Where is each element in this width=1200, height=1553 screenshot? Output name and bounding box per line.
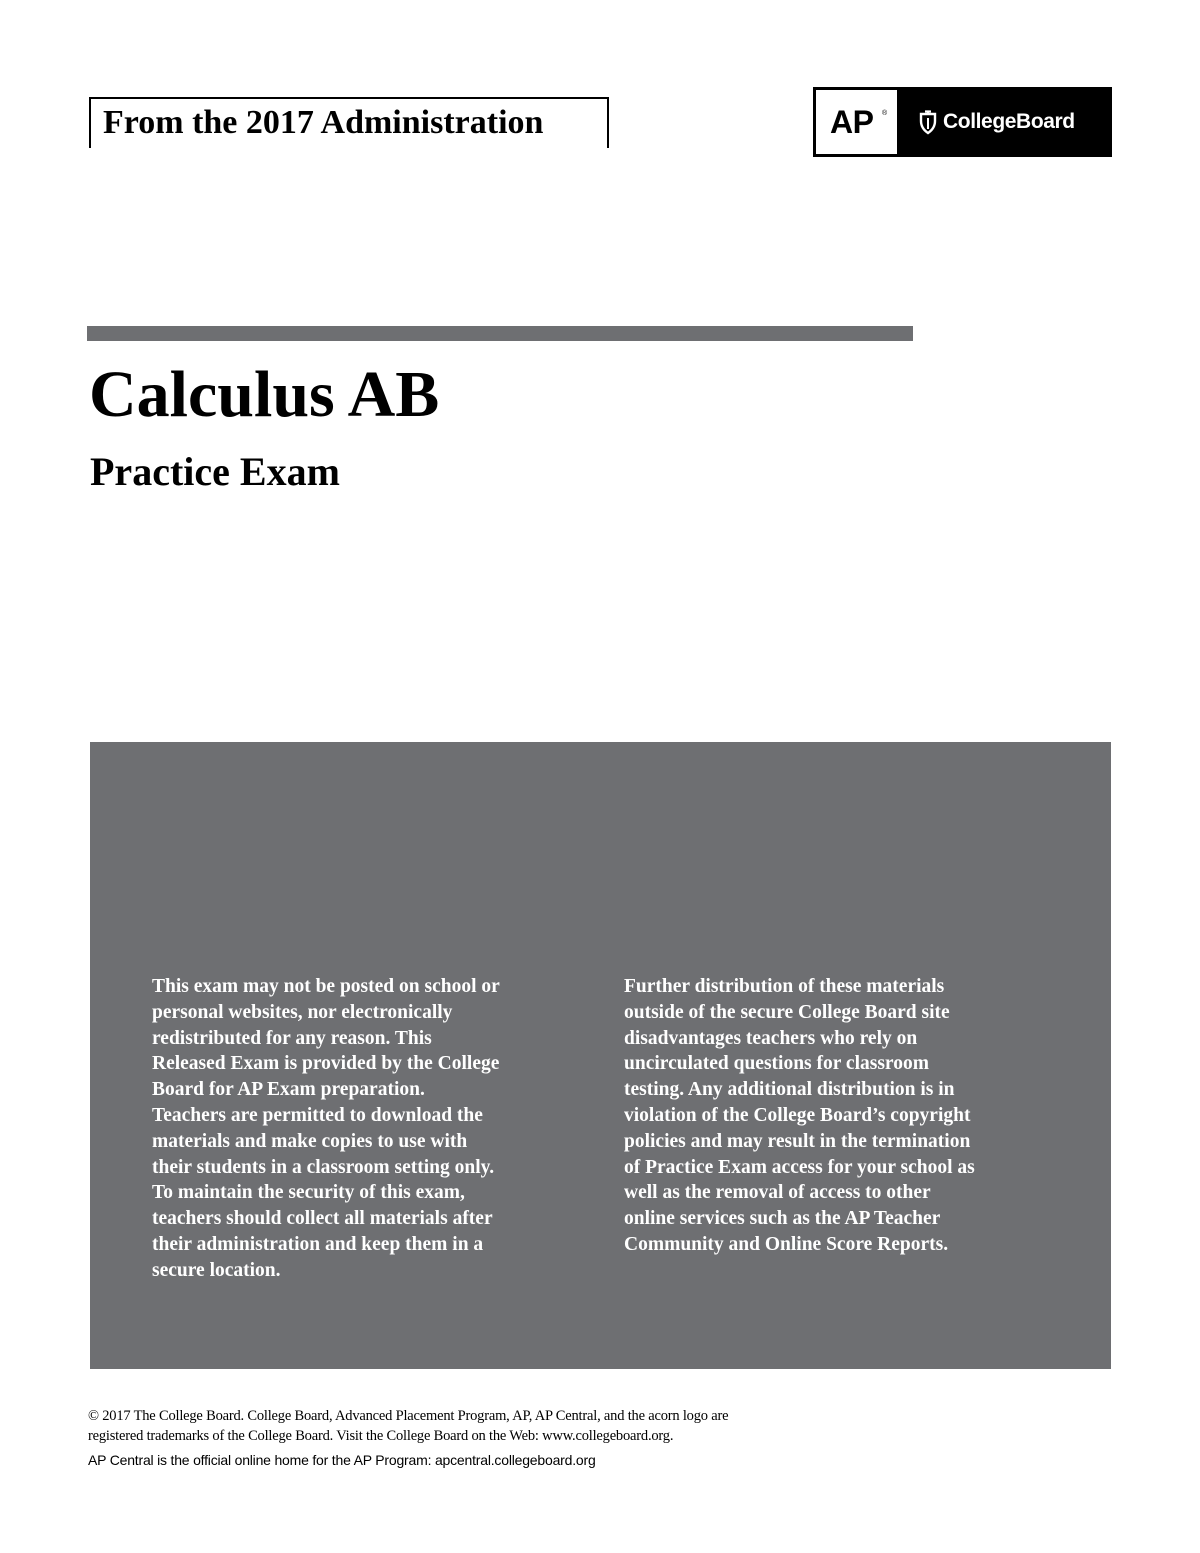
notice-line: their administration and keep them in a: [152, 1233, 484, 1255]
notice-line: personal websites, nor electronically: [152, 1001, 453, 1023]
administration-box: [89, 97, 609, 148]
footer: [88, 1406, 848, 1470]
notice-line: disadvantages teachers who rely on: [624, 1027, 918, 1049]
notice-line: policies and may result in the termination: [624, 1130, 971, 1152]
notice-line: Further distribution of these materials: [624, 976, 945, 997]
notice-left-column: [152, 974, 552, 1284]
notice-line: well as the removal of access to other: [624, 1182, 931, 1204]
collegeboard-logo: [917, 105, 1075, 139]
notice-line: secure location.: [152, 1259, 281, 1281]
page-subtitle: Practice Exam: [90, 449, 340, 494]
notice-line: Teachers are permitted to download the: [152, 1104, 483, 1126]
notice-line: teachers should collect all materials after: [152, 1208, 493, 1230]
notice-line: This exam may not be posted on school or: [152, 976, 500, 997]
title-divider: [87, 326, 913, 341]
notice-line: outside of the secure College Board site: [624, 1001, 950, 1023]
notice-panel: [90, 742, 1111, 1369]
administration-label: From the 2017 Administration: [103, 104, 544, 141]
notice-line: of Practice Exam access for your school as: [624, 1156, 975, 1178]
apcentral-line: AP Central is the official online home for the AP Program: apcentral.collegeboard.org: [88, 1452, 596, 1468]
acorn-icon: [917, 109, 939, 135]
notice-line: uncirculated questions for classroom: [624, 1053, 929, 1075]
ap-collegeboard-logo: [813, 87, 1112, 157]
page-title: Calculus AB: [89, 358, 440, 431]
notice-line: Released Exam is provided by the College: [152, 1053, 500, 1075]
notice-right-column: [624, 974, 1024, 1258]
ap-logo-block: [816, 90, 897, 154]
notice-line: redistributed for any reason. This: [152, 1027, 432, 1049]
notice-line: To maintain the security of this exam,: [152, 1182, 465, 1204]
collegeboard-logo-text: CollegeBoard: [943, 110, 1075, 133]
ap-registered-mark: ®: [882, 110, 888, 117]
copyright-line: registered trademarks of the College Board. Visit the College Board on the Web: www.collegeboard.org.: [88, 1428, 674, 1444]
notice-line: materials and make copies to use with: [152, 1130, 468, 1152]
notice-line: Board for AP Exam preparation.: [152, 1079, 425, 1101]
ap-logo-text: AP: [830, 104, 874, 140]
notice-line: testing. Any additional distribution is in: [624, 1079, 955, 1101]
notice-line: Community and Online Score Reports.: [624, 1233, 949, 1255]
notice-line: their students in a classroom setting only.: [152, 1156, 495, 1178]
notice-line: violation of the College Board’s copyright: [624, 1104, 971, 1126]
notice-line: online services such as the AP Teacher: [624, 1208, 941, 1230]
copyright-line: © 2017 The College Board. College Board, Advanced Placement Program, AP, AP Central, and the acorn logo are: [88, 1408, 729, 1424]
